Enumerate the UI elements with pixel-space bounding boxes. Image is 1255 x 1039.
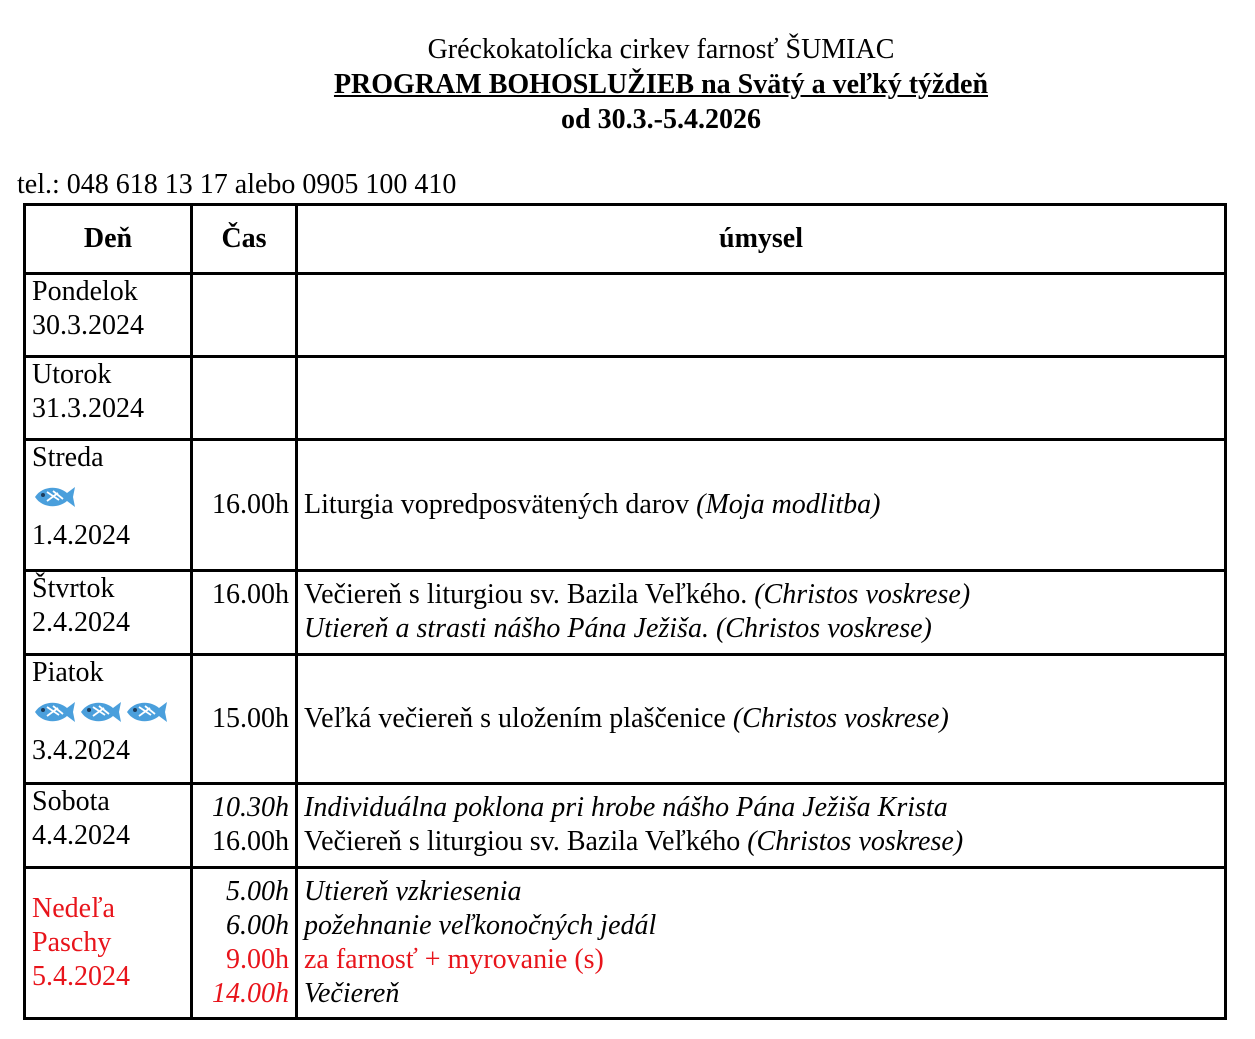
intention-cell xyxy=(297,571,1226,655)
service-time: 16.00h xyxy=(212,579,289,610)
fast-indicator xyxy=(32,690,184,734)
fish-icon xyxy=(78,696,124,728)
intention-text: Veľká večiereň s uložením plaščenice xyxy=(304,703,733,734)
intention-note: (Christos voskrese) xyxy=(732,703,949,734)
day-name: Piatok xyxy=(32,657,104,688)
table-row xyxy=(25,784,1226,868)
intention-cell xyxy=(297,784,1226,868)
intention-cell xyxy=(297,440,1226,571)
intention-line: Večiereň xyxy=(304,978,400,1009)
intention-line xyxy=(304,578,1218,612)
day-name: Sobota xyxy=(32,786,110,817)
time-cell xyxy=(192,784,297,868)
header-day: Deň xyxy=(25,205,192,274)
intention-cell xyxy=(297,357,1226,440)
fish-icon xyxy=(32,481,78,513)
intention-line: Utiereň a strasti nášho Pána Ježiša. (Christos voskrese) xyxy=(304,613,932,644)
table-header-row xyxy=(25,205,1226,274)
intention-line: požehnanie veľkonočných jedál xyxy=(304,910,657,941)
day-cell xyxy=(25,571,192,655)
intention-cell xyxy=(297,868,1226,1019)
day-name: Štvrtok xyxy=(32,573,115,604)
day-date: 4.4.2024 xyxy=(32,820,130,851)
table-row xyxy=(25,440,1226,571)
day-name: Nedeľa xyxy=(32,893,115,924)
table-row xyxy=(25,274,1226,357)
fish-icon xyxy=(124,696,170,728)
program-title: PROGRAM BOHOSLUŽIEB na Svätý a veľký týždeň xyxy=(333,69,989,100)
intention-cell xyxy=(297,655,1226,784)
parish-title: Gréckokatolícka cirkev farnosť ŠUMIAC xyxy=(427,34,895,65)
day-date: 3.4.2024 xyxy=(32,735,130,766)
intention-note: (Christos voskrese) xyxy=(747,826,964,857)
day-date: 1.4.2024 xyxy=(32,520,130,551)
time-cell xyxy=(192,868,297,1019)
table-row xyxy=(25,571,1226,655)
header-intention: úmysel xyxy=(297,205,1226,274)
time-cell xyxy=(192,571,297,655)
fish-icon xyxy=(32,696,78,728)
day-cell xyxy=(25,655,192,784)
table-row xyxy=(25,357,1226,440)
day-name: Streda xyxy=(32,442,104,473)
service-time: 14.00h xyxy=(212,978,289,1009)
day-cell xyxy=(25,357,192,440)
intention-note: (Moja modlitba) xyxy=(696,489,881,520)
intention-text: Večiereň s liturgiou sv. Bazila Veľkého. xyxy=(304,579,755,610)
table-row xyxy=(25,655,1226,784)
day-date: 31.3.2024 xyxy=(32,393,144,424)
day-date: 30.3.2024 xyxy=(32,310,144,341)
time-cell: 15.00h xyxy=(192,655,297,784)
service-time: 16.00h xyxy=(212,826,289,857)
day-name: Pondelok xyxy=(32,276,138,307)
day-cell xyxy=(25,440,192,571)
intention-text: Liturgia vopredposvätených darov xyxy=(304,489,697,520)
time-cell xyxy=(192,274,297,357)
day-cell xyxy=(25,274,192,357)
program-dates: od 30.3.-5.4.2026 xyxy=(561,104,761,135)
intention-cell xyxy=(297,274,1226,357)
day-cell xyxy=(25,784,192,868)
day-date: 5.4.2024 xyxy=(32,961,130,992)
document-header xyxy=(0,32,1255,137)
intention-text: Večiereň s liturgiou sv. Bazila Veľkého xyxy=(304,826,748,857)
day-date: 2.4.2024 xyxy=(32,607,130,638)
service-time: 6.00h xyxy=(226,910,289,941)
service-time: 10.30h xyxy=(212,792,289,823)
intention-line: Utiereň vzkriesenia xyxy=(304,876,522,907)
service-time: 5.00h xyxy=(226,876,289,907)
fast-indicator xyxy=(32,475,184,519)
time-cell: 16.00h xyxy=(192,440,297,571)
intention-line: Individuálna poklona pri hrobe nášho Pána Ježiša Krista xyxy=(304,792,948,823)
schedule-table xyxy=(23,203,1227,1020)
intention-line xyxy=(304,825,1218,859)
day-name: Utorok xyxy=(32,359,112,390)
phone-line: tel.: 048 618 13 17 alebo 0905 100 410 xyxy=(17,169,457,200)
day-name-2: Paschy xyxy=(32,927,112,958)
time-cell xyxy=(192,357,297,440)
header-time: Čas xyxy=(192,205,297,274)
intention-note: (Christos voskrese) xyxy=(754,579,971,610)
intention-line: za farnosť + myrovanie (s) xyxy=(304,944,604,975)
service-time: 9.00h xyxy=(226,944,289,975)
table-row xyxy=(25,868,1226,1019)
day-cell xyxy=(25,868,192,1019)
